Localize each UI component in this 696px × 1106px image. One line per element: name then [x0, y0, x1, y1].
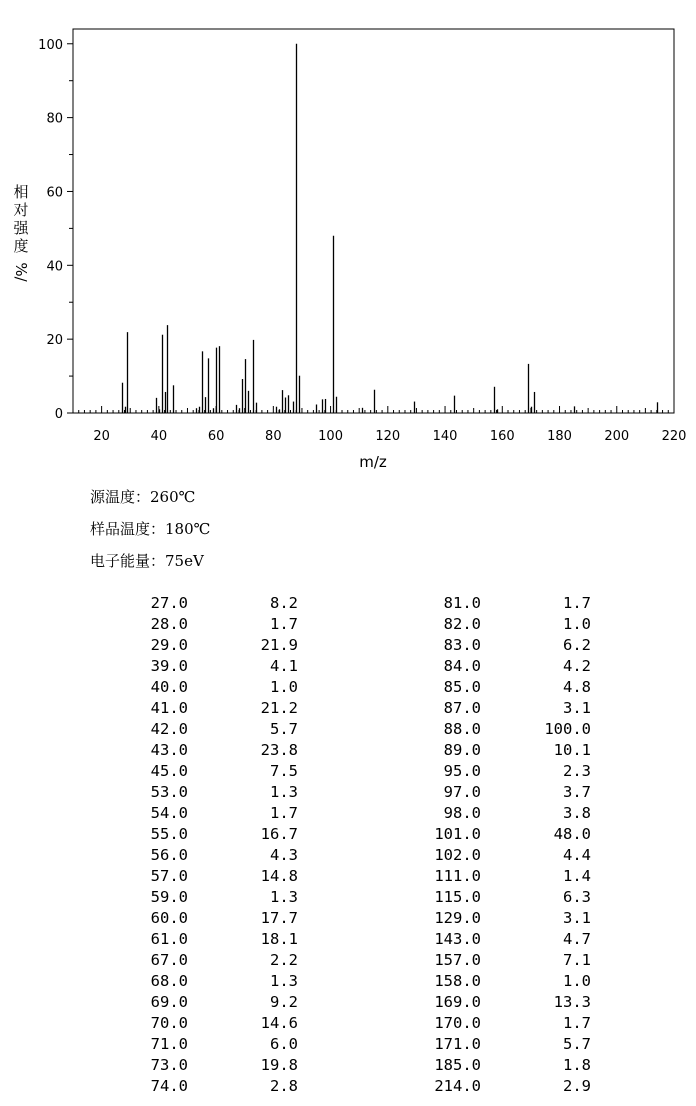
mz-cell: 39.0 [150, 657, 188, 675]
table-row [118, 1076, 591, 1097]
table-row [118, 1055, 591, 1076]
y-axis-title-char: 强 [13, 219, 29, 237]
mz-cell: 29.0 [150, 636, 188, 654]
intensity-cell: 23.8 [260, 741, 298, 759]
table-row [118, 824, 591, 845]
intensity-cell: 1.0 [563, 615, 591, 633]
intensity-cell: 2.2 [270, 951, 298, 969]
intensity-cell: 1.3 [270, 972, 298, 990]
intensity-cell: 48.0 [553, 825, 591, 843]
mz-cell: 74.0 [150, 1077, 188, 1095]
mz-cell: 27.0 [150, 594, 188, 612]
mz-cell: 158.0 [434, 972, 481, 990]
intensity-cell: 6.3 [563, 888, 591, 906]
intensity-cell: 4.3 [270, 846, 298, 864]
x-tick-label: 180 [547, 429, 572, 444]
mz-cell: 82.0 [443, 615, 481, 633]
table-row [118, 845, 591, 866]
intensity-cell: 1.0 [563, 972, 591, 990]
x-tick-label: 40 [150, 429, 168, 444]
intensity-cell: 4.4 [563, 846, 591, 864]
intensity-cell: 1.7 [270, 615, 298, 633]
mz-cell: 45.0 [150, 762, 188, 780]
intensity-cell: 4.8 [563, 678, 591, 696]
mz-cell: 55.0 [150, 825, 188, 843]
table-row [118, 761, 591, 782]
intensity-cell: 1.3 [270, 783, 298, 801]
intensity-cell: 1.7 [563, 594, 591, 612]
intensity-cell: 1.7 [270, 804, 298, 822]
intensity-cell: 17.7 [260, 909, 298, 927]
mz-cell: 84.0 [443, 657, 481, 675]
acquisition-conditions [90, 484, 210, 580]
table-row [118, 908, 591, 929]
table-row [118, 593, 591, 614]
intensity-cell: 4.1 [270, 657, 298, 675]
mz-cell: 53.0 [150, 783, 188, 801]
intensity-cell: 16.7 [260, 825, 298, 843]
y-axis-title [11, 183, 31, 281]
mz-cell: 98.0 [443, 804, 481, 822]
y-tick-label: 20 [46, 333, 63, 349]
source-temperature: 源温度：260℃ [90, 488, 196, 506]
table-row [118, 971, 591, 992]
y-tick-label: 0 [54, 407, 63, 422]
x-tick-label: 100 [318, 429, 343, 444]
intensity-cell: 13.3 [553, 993, 591, 1011]
intensity-cell: 21.2 [260, 699, 298, 717]
intensity-cell: 5.7 [563, 1035, 591, 1053]
mz-cell: 171.0 [434, 1035, 481, 1053]
mz-cell: 81.0 [443, 594, 481, 612]
x-tick-label: 60 [207, 429, 225, 444]
y-axis-title-char: 相 [13, 183, 29, 201]
mz-cell: 40.0 [150, 678, 188, 696]
intensity-cell: 6.2 [563, 636, 591, 654]
y-tick-label: 100 [38, 37, 63, 53]
electron-energy: 电子能量：75eV [90, 552, 204, 570]
x-tick-label: 80 [265, 429, 282, 444]
mz-cell: 59.0 [150, 888, 188, 906]
intensity-cell: 6.0 [270, 1035, 298, 1053]
intensity-cell: 21.9 [260, 636, 298, 654]
intensity-cell: 19.8 [260, 1056, 298, 1074]
table-row [118, 656, 591, 677]
mz-cell: 83.0 [443, 636, 481, 654]
intensity-cell: 8.2 [270, 594, 298, 612]
intensity-cell: 1.8 [563, 1056, 591, 1074]
table-row [118, 698, 591, 719]
mz-cell: 73.0 [150, 1056, 188, 1074]
intensity-cell: 2.3 [563, 762, 591, 780]
intensity-cell: 100.0 [544, 720, 591, 738]
x-tick-label: 220 [661, 429, 687, 444]
y-tick-label: 80 [46, 111, 63, 127]
y-axis-title-char: %/ [12, 262, 30, 282]
y-axis-title-char: 对 [13, 201, 29, 219]
mz-cell: 115.0 [434, 888, 481, 906]
table-row [118, 740, 591, 761]
x-tick-label: 160 [489, 429, 515, 444]
mz-cell: 57.0 [150, 867, 188, 885]
table-row [118, 992, 591, 1013]
mz-cell: 70.0 [150, 1014, 188, 1032]
mz-cell: 69.0 [150, 993, 188, 1011]
intensity-cell: 14.6 [260, 1014, 298, 1032]
mz-cell: 60.0 [150, 909, 188, 927]
y-axis-title-char: 度 [13, 237, 29, 255]
intensity-cell: 3.7 [563, 783, 591, 801]
intensity-cell: 2.8 [270, 1077, 298, 1095]
table-row [118, 887, 591, 908]
mz-cell: 42.0 [150, 720, 188, 738]
intensity-cell: 3.8 [563, 804, 591, 822]
mz-cell: 43.0 [150, 741, 188, 759]
table-row [118, 677, 591, 698]
x-tick-label: 120 [375, 429, 401, 444]
intensity-cell: 7.1 [563, 951, 591, 969]
intensity-cell: 7.5 [270, 762, 298, 780]
mz-cell: 129.0 [434, 909, 481, 927]
mz-cell: 185.0 [434, 1056, 481, 1074]
x-tick-label: 140 [432, 429, 458, 444]
mz-cell: 56.0 [150, 846, 188, 864]
table-row [118, 1034, 591, 1055]
x-tick-label: 200 [604, 429, 630, 444]
mz-cell: 97.0 [443, 783, 481, 801]
mz-cell: 41.0 [150, 699, 188, 717]
y-tick-label: 60 [46, 185, 63, 201]
mz-cell: 61.0 [150, 930, 188, 948]
y-tick-label: 40 [46, 259, 63, 275]
intensity-cell: 18.1 [260, 930, 298, 948]
mz-cell: 85.0 [443, 678, 481, 696]
x-tick-label: 20 [93, 429, 110, 444]
intensity-cell: 14.8 [260, 867, 298, 885]
table-row [118, 950, 591, 971]
intensity-cell: 3.1 [563, 699, 591, 717]
mz-cell: 169.0 [434, 993, 481, 1011]
intensity-cell: 4.2 [563, 657, 591, 675]
intensity-cell: 5.7 [270, 720, 298, 738]
sample-temperature: 样品温度：180℃ [90, 520, 211, 538]
mz-cell: 214.0 [434, 1077, 481, 1095]
intensity-cell: 10.1 [553, 741, 591, 759]
mz-cell: 88.0 [443, 720, 481, 738]
peak-table [118, 593, 591, 1097]
intensity-cell: 2.9 [563, 1077, 591, 1095]
mz-cell: 87.0 [443, 699, 481, 717]
intensity-cell: 1.4 [563, 867, 591, 885]
mz-cell: 170.0 [434, 1014, 481, 1032]
table-row [118, 782, 591, 803]
mz-cell: 111.0 [434, 867, 481, 885]
table-row [118, 614, 591, 635]
mz-cell: 95.0 [443, 762, 481, 780]
mz-cell: 54.0 [150, 804, 188, 822]
intensity-cell: 3.1 [563, 909, 591, 927]
table-row [118, 866, 591, 887]
x-axis-title: m/z [359, 453, 387, 471]
mz-cell: 68.0 [150, 972, 188, 990]
mz-cell: 71.0 [150, 1035, 188, 1053]
mz-cell: 102.0 [434, 846, 481, 864]
mz-cell: 157.0 [434, 951, 481, 969]
intensity-cell: 9.2 [270, 993, 298, 1011]
table-row [118, 1013, 591, 1034]
intensity-cell: 1.3 [270, 888, 298, 906]
mz-cell: 89.0 [443, 741, 481, 759]
mz-cell: 143.0 [434, 930, 481, 948]
table-row [118, 635, 591, 656]
intensity-cell: 4.7 [563, 930, 591, 948]
mass-spectrum-chart [0, 0, 696, 480]
table-row [118, 719, 591, 740]
table-row [118, 929, 591, 950]
table-row [118, 803, 591, 824]
mz-cell: 67.0 [150, 951, 188, 969]
intensity-cell: 1.0 [270, 678, 298, 696]
mz-cell: 101.0 [434, 825, 481, 843]
intensity-cell: 1.7 [563, 1014, 591, 1032]
mz-cell: 28.0 [150, 615, 188, 633]
